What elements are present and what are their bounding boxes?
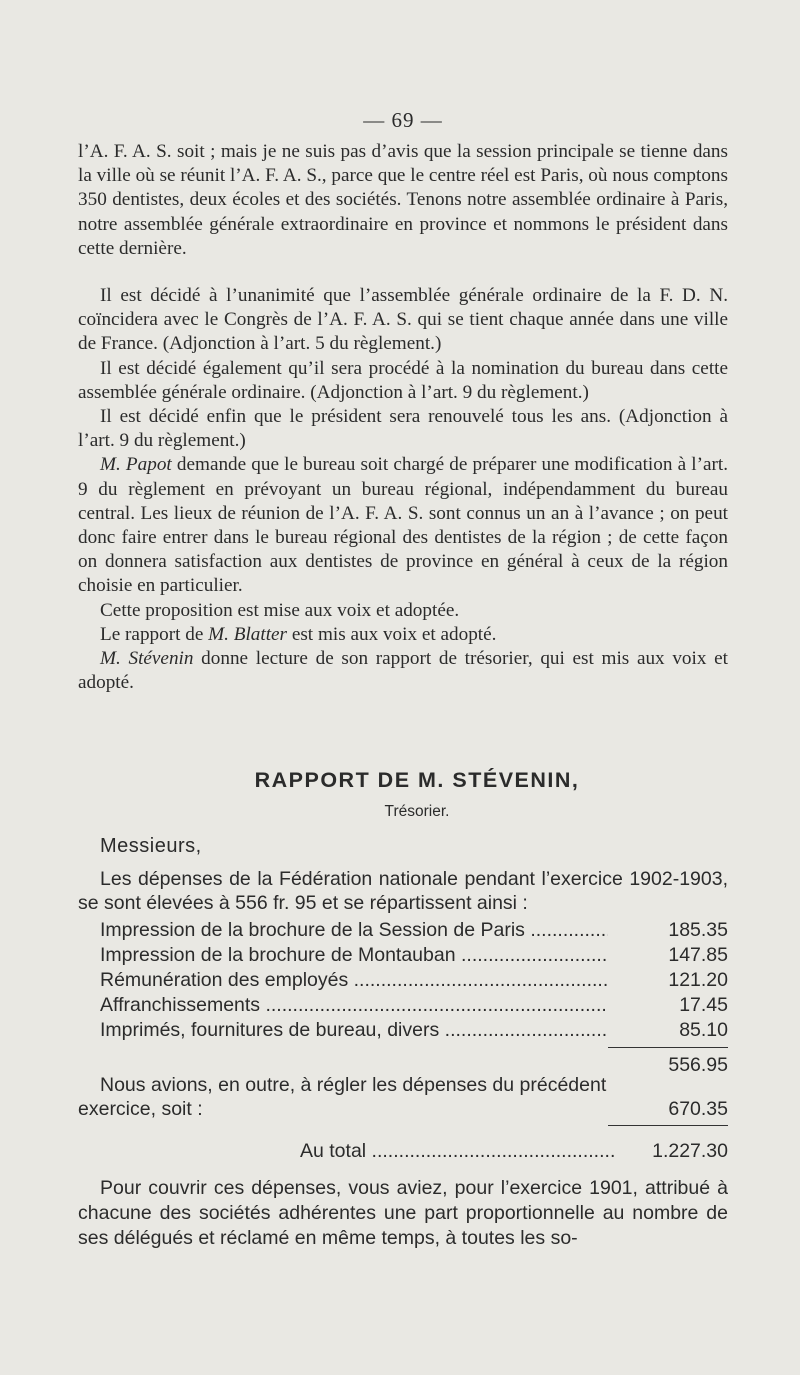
- paragraph-text: demande que le bureau soit chargé de préparer une modification à l’art. 9 du règlement en prévoyant un bureau régional, indépendamment du bureau central. Les lieux de réunion de l’A. F. A. S. sont connus un an à l’avance ; on peut donc faire entrer dans le bureau régional des dentistes de la région ; de cette façon on donnera satisfaction aux dentistes de province en général à ceux de la région choisie en particulier.: [78, 454, 728, 597]
- expense-amount: 121.20: [668, 969, 728, 991]
- paragraph-adopted: Cette proposition est mise aux voix et adoptée.: [100, 599, 460, 621]
- paragraph-continuation: l’A. F. A. S. soit ; mais je ne suis pas d’avis que la session principale se tienne dans la ville où se réunit l’A. F. A. S., parce que le centre réel est Paris, où nous comptons 350 dentistes, deux écoles et des sociétés. Tenons notre assemblée ordinaire à Paris, notre assemblée générale extraordinaire en province et nommons le président dans cette dernière.: [78, 141, 728, 259]
- report-intro: Les dépenses de la Fédération nationale pendant l’exercice 1902-1903, se sont élevées à 556 fr. 95 et se répartissent ainsi :: [78, 868, 728, 914]
- speaker-name: M. Blatter: [208, 623, 288, 645]
- salutation: Messieurs,: [100, 835, 202, 857]
- closing-paragraph: Pour couvrir ces dépenses, vous aviez, pour l’exercice 1901, attribué à chacune des sociétés adhérentes une part proportionnelle au nombre de ses délégués et réclamé en même temps, à toutes les so-: [78, 1177, 728, 1249]
- paragraph-text: est mis aux voix et adopté.: [287, 623, 497, 645]
- expense-label: Impression de la brochure de la Session de Paris .....: [100, 918, 608, 943]
- expense-row: [78, 918, 728, 943]
- paragraph-stevenin: [78, 647, 728, 695]
- total-row: [78, 1140, 728, 1163]
- expense-row: [78, 943, 728, 968]
- treasurer-report: [78, 768, 728, 1251]
- expense-amount: 185.35: [668, 919, 728, 941]
- expense-amount: 147.85: [668, 944, 728, 966]
- report-subtitle: Trésorier.: [384, 803, 450, 820]
- expense-amount: 17.45: [679, 994, 728, 1016]
- page-number: — 69 —: [363, 108, 443, 132]
- expense-row: [78, 993, 728, 1018]
- paragraph-text: donne lecture de son rapport de trésorier, qui est mis aux voix et adopté.: [78, 648, 728, 694]
- paragraph-papot: [78, 453, 728, 598]
- expense-list: [78, 918, 728, 1043]
- expense-label: Affranchissements .....: [100, 993, 608, 1018]
- total-rule: [608, 1125, 728, 1126]
- expense-row: [78, 1018, 728, 1043]
- speaker-name: M. Stévenin: [100, 648, 194, 670]
- paragraph-decision-2: Il est décidé également qu’il sera procédé à la nomination du bureau dans cette assemblée générale ordinaire. (Adjonction à l’art. 9 du règlement.): [78, 357, 728, 403]
- paragraph-decision-1: Il est décidé à l’unanimité que l’assemblée générale ordinaire de la F. D. N. coïncidera avec le Congrès de l’A. F. A. S. qui se tient chaque année dans une ville de France. (Adjonction à l’art. 5 du règlement.): [78, 285, 728, 355]
- previous-exercise-text: Nous avions, en outre, à régler les dépenses du précédent exercice, soit :: [78, 1074, 607, 1120]
- expense-label: Imprimés, fournitures de bureau, divers .....: [100, 1018, 608, 1043]
- paragraph-blatter: [78, 623, 728, 647]
- previous-exercise-amount: 670.35: [668, 1098, 728, 1120]
- expense-label: Impression de la brochure de Montauban .....: [100, 943, 608, 968]
- expense-label: Rémunération des employés .....: [100, 968, 608, 993]
- total-amount: 1.227.30: [652, 1140, 728, 1162]
- previous-exercise: [78, 1073, 728, 1121]
- paragraph-decision-3: Il est décidé enfin que le président sera renouvelé tous les ans. (Adjonction à l’art. 9 du règlement.): [78, 406, 728, 452]
- minutes-text: [78, 140, 728, 695]
- subtotal-amount: 556.95: [668, 1054, 728, 1076]
- expense-amount: 85.10: [679, 1019, 728, 1041]
- total-label: Au total .....: [300, 1140, 616, 1163]
- paragraph-text: Le rapport de: [100, 623, 209, 645]
- report-title: RAPPORT DE M. STÉVENIN,: [254, 768, 580, 792]
- speaker-name: M. Papot: [100, 454, 172, 476]
- expense-row: [78, 968, 728, 993]
